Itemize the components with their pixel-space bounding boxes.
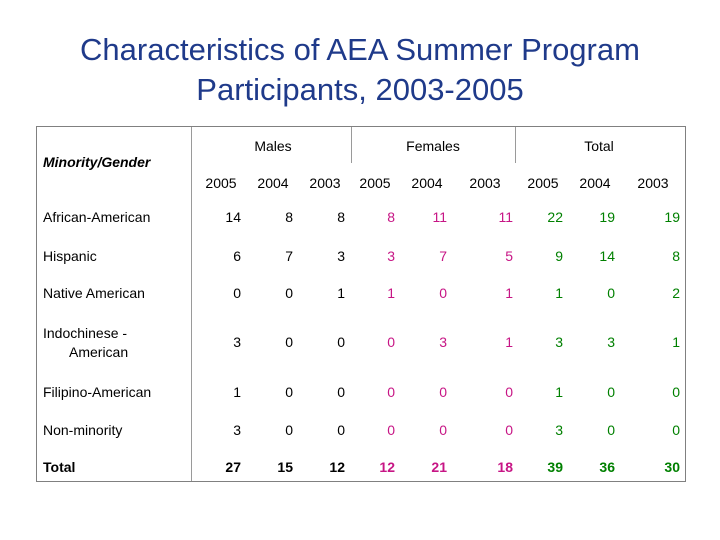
table-cell: 6	[233, 248, 241, 264]
table-cell: 11	[498, 209, 513, 225]
table-cell: 5	[505, 248, 513, 264]
row-label-line-2: American	[69, 344, 129, 360]
year-header: 2004	[257, 175, 289, 191]
divider-males-females	[351, 127, 352, 163]
table-cell: 0	[672, 384, 680, 400]
table-cell-total: 15	[277, 459, 293, 475]
group-header-males: Males	[254, 138, 292, 154]
table-cell: 1	[337, 285, 345, 301]
table-cell: 0	[337, 334, 345, 350]
table-cell: 3	[555, 334, 563, 350]
table-cell: 1	[555, 384, 563, 400]
row-label: Non-minority	[43, 422, 123, 438]
divider-label-column	[191, 127, 192, 481]
table-cell: 3	[337, 248, 345, 264]
table-cell: 0	[337, 422, 345, 438]
table-cell: 7	[285, 248, 293, 264]
table-cell: 2	[672, 285, 680, 301]
table-cell-total: 27	[225, 459, 241, 475]
table-cell-total: 12	[329, 459, 345, 475]
table-cell: 3	[607, 334, 615, 350]
table-cell: 0	[387, 422, 395, 438]
table-cell: 1	[233, 384, 241, 400]
table-cell: 1	[672, 334, 680, 350]
table-cell: 0	[505, 384, 513, 400]
table-cell: 0	[285, 334, 293, 350]
table-cell: 0	[607, 285, 615, 301]
row-label: Hispanic	[43, 248, 97, 264]
table-cell: 0	[439, 422, 447, 438]
table-cell-total: 18	[497, 459, 513, 475]
title-line-2: Participants, 2003-2005	[196, 72, 524, 107]
table-cell: 0	[505, 422, 513, 438]
table-cell: 3	[233, 422, 241, 438]
table-cell: 9	[555, 248, 563, 264]
table-cell: 8	[387, 209, 395, 225]
table-cell: 1	[555, 285, 563, 301]
table-cell: 3	[233, 334, 241, 350]
table-cell: 14	[599, 248, 615, 264]
table-cell-total: 21	[431, 459, 447, 475]
table-cell: 22	[547, 209, 563, 225]
year-header: 2004	[579, 175, 611, 191]
table-cell: 19	[599, 209, 615, 225]
table-cell-total: 39	[547, 459, 563, 475]
group-header-total: Total	[584, 138, 614, 154]
group-header-females: Females	[406, 138, 460, 154]
table-cell: 0	[285, 422, 293, 438]
participants-table	[36, 126, 686, 482]
year-header: 2003	[469, 175, 501, 191]
table-cell: 0	[439, 285, 447, 301]
year-header: 2003	[637, 175, 669, 191]
table-cell: 8	[337, 209, 345, 225]
table-cell: 7	[439, 248, 447, 264]
table-cell: 8	[672, 248, 680, 264]
table-cell: 3	[555, 422, 563, 438]
table-cell: 3	[439, 334, 447, 350]
row-label: African-American	[43, 209, 151, 225]
table-cell: 11	[432, 209, 447, 225]
table-cell: 8	[285, 209, 293, 225]
table-cell: 0	[439, 384, 447, 400]
table-cell: 0	[337, 384, 345, 400]
year-header: 2005	[527, 175, 559, 191]
table-cell: 1	[505, 285, 513, 301]
title-line-1: Characteristics of AEA Summer Program	[80, 32, 640, 67]
table-cell: 0	[607, 384, 615, 400]
table-cell: 14	[225, 209, 241, 225]
table-cell: 0	[607, 422, 615, 438]
table-cell-total: 30	[664, 459, 680, 475]
row-label-line-1: Indochinese -	[43, 325, 128, 341]
table-cell: 19	[664, 209, 680, 225]
table-cell: 0	[672, 422, 680, 438]
table-cell: 3	[387, 248, 395, 264]
table-cell-total: 12	[379, 459, 395, 475]
slide-title	[0, 30, 720, 110]
year-header: 2003	[309, 175, 341, 191]
table-cell: 0	[233, 285, 241, 301]
table-cell: 0	[285, 285, 293, 301]
year-header: 2004	[411, 175, 443, 191]
table-cell: 0	[285, 384, 293, 400]
row-label	[43, 324, 128, 362]
row-label: Native American	[43, 285, 145, 301]
row-label: Filipino-American	[43, 384, 152, 400]
row-label-total: Total	[43, 459, 76, 475]
table-cell: 1	[387, 285, 395, 301]
table-cell: 0	[387, 384, 395, 400]
divider-females-total	[515, 127, 516, 163]
corner-label: Minority/Gender	[43, 154, 151, 170]
year-header: 2005	[205, 175, 237, 191]
table-cell: 0	[387, 334, 395, 350]
table-cell: 1	[505, 334, 513, 350]
year-header: 2005	[359, 175, 391, 191]
table-cell-total: 36	[599, 459, 615, 475]
